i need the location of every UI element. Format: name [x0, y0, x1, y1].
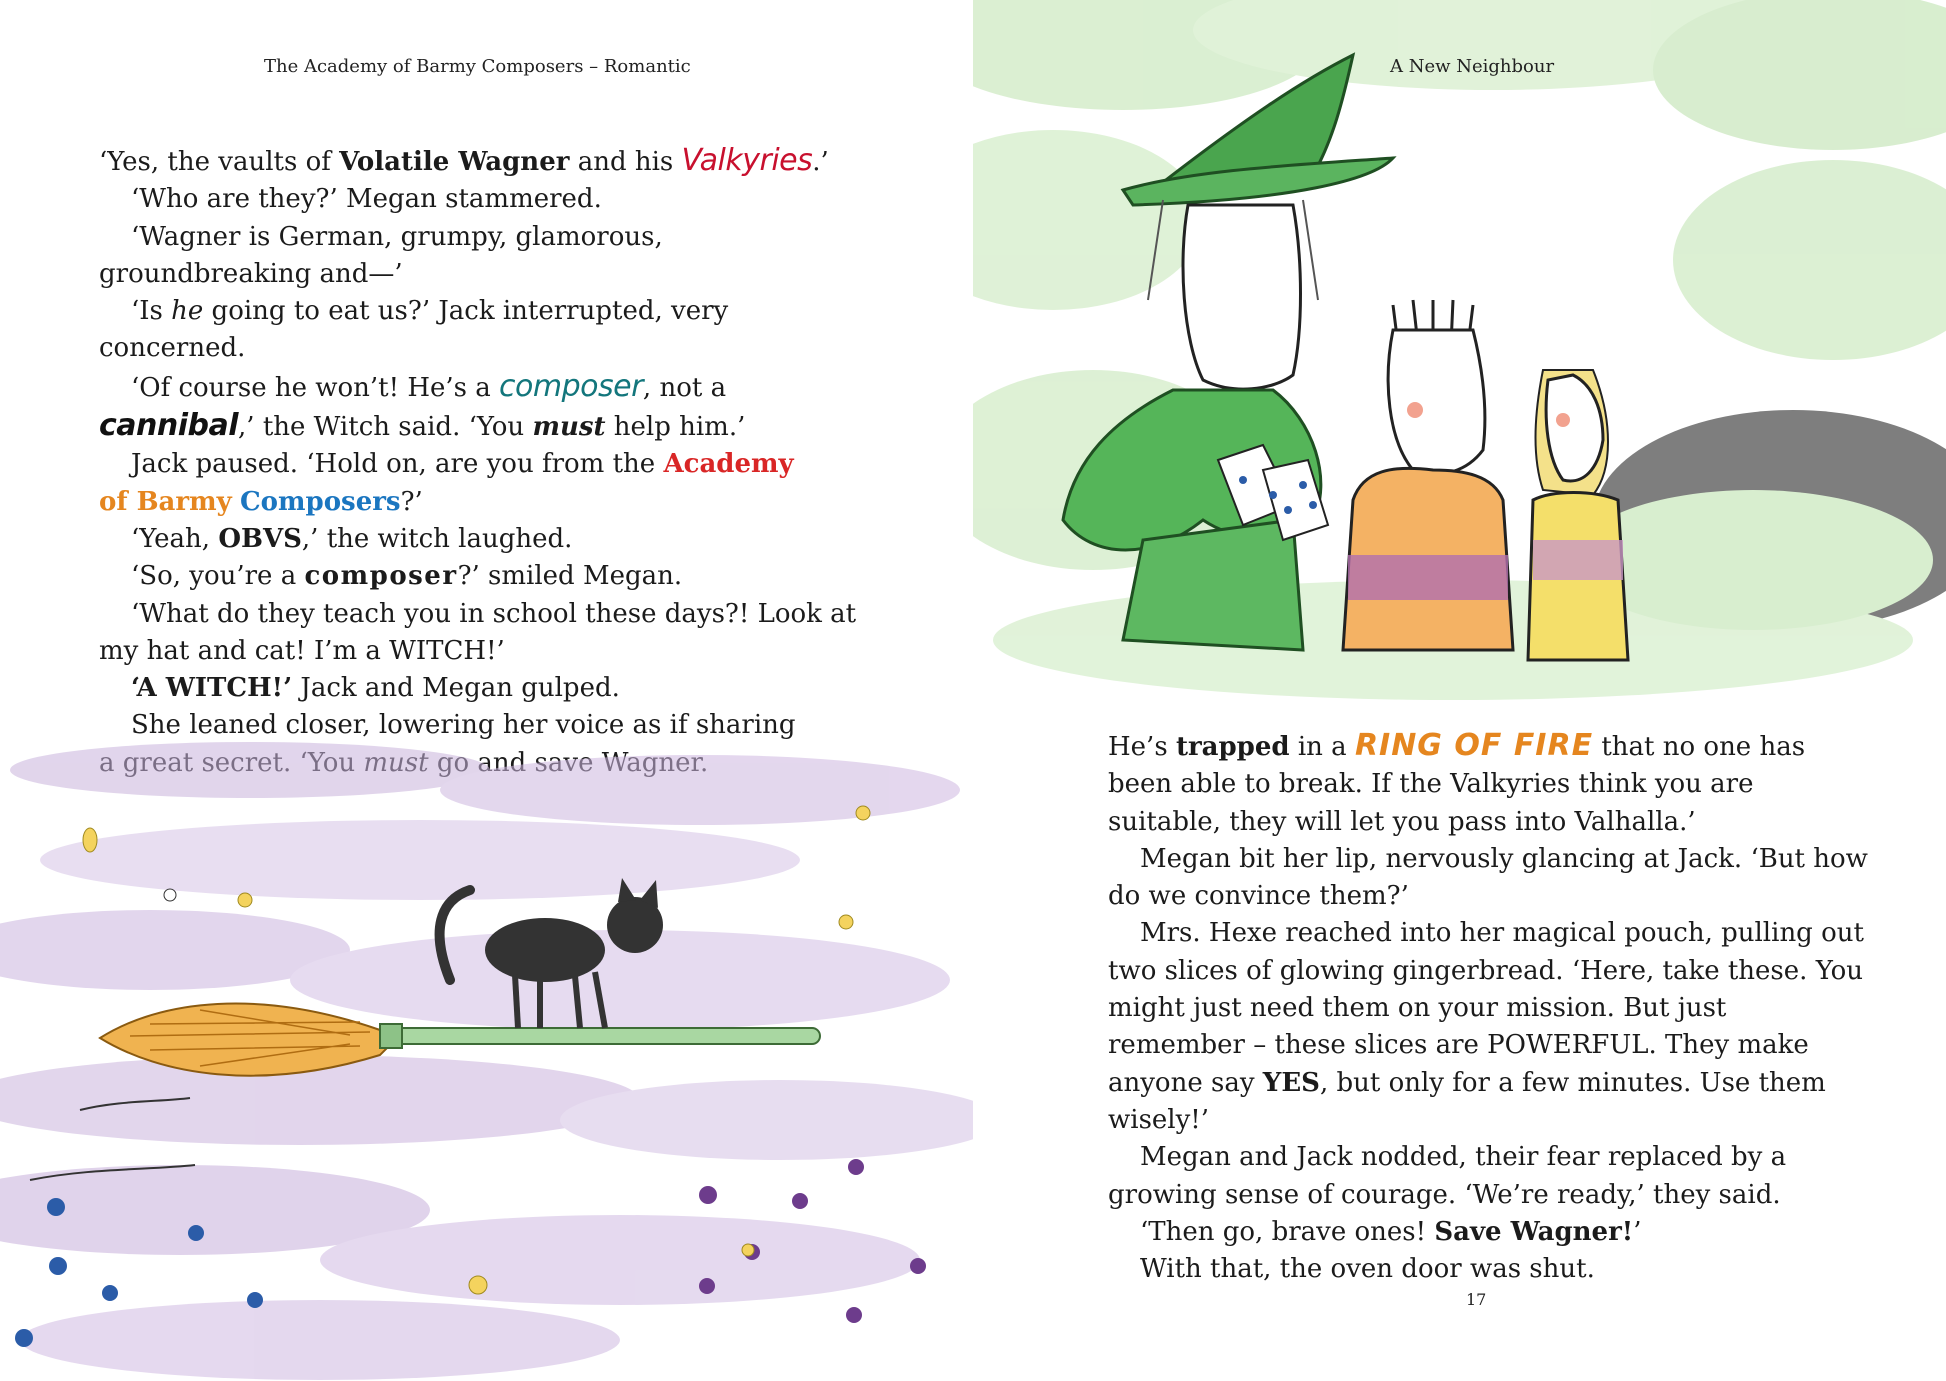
running-head-left: The Academy of Barmy Composers – Romantic: [264, 56, 691, 77]
paragraph: Megan bit her lip, nervously glancing at Jack. ‘But how do we convince them?’: [1108, 843, 1868, 912]
valkyries-handlettering: Valkyries: [681, 143, 813, 178]
paragraph: ‘Yes, the vaults of Volatile Wagner and his Valkyries.’: [99, 143, 829, 178]
paragraph: With that, the oven door was shut.: [1140, 1254, 1595, 1285]
paragraph: ‘A WITCH!’ Jack and Megan gulped.: [131, 673, 620, 704]
paragraph: ‘Yeah, OBVS,’ the witch laughed.: [131, 523, 573, 554]
paragraph: ‘Of course he won’t! He’s a composer, not a cannibal,’ the Witch said. ‘You must help him.’: [99, 368, 746, 444]
composer-handlettering: composer: [499, 368, 643, 404]
paragraph: ‘What do they teach you in school these days?! Look at my hat and cat! I’m a WITCH!’: [99, 598, 857, 666]
ring-of-fire-handlettering: RING OF FIRE: [1354, 728, 1594, 763]
witch-children-illustration: [973, 0, 1946, 700]
paragraph: Mrs. Hexe reached into her magical pouch, pulling out two slices of glowing gingerbread. ‘Here, take these. You might just need them on your mission. But just remember – these slices are POWERFUL. They make anyone say YES, but only for a few minutes. Use them wisely!’: [1108, 918, 1864, 1135]
right-page: [973, 0, 1946, 1381]
cannibal-handlettering: cannibal: [99, 408, 239, 444]
paragraph: ‘Who are they?’ Megan stammered.: [131, 184, 602, 215]
paragraph: ‘Then go, brave ones! Save Wagner!’: [1140, 1216, 1642, 1247]
paragraph: She leaned closer, lowering her voice as if sharing and: [131, 710, 796, 778]
paragraph: ‘So, you’re a composer?’ smiled Megan.: [131, 561, 683, 592]
paragraph: He’s trapped in a RING OF FIRE that no one has been able to break. If the Valkyries think you are suitable, they will let you pass into Valhalla.’: [1108, 728, 1806, 837]
girl: [1528, 370, 1628, 660]
paragraph: Jack paused. ‘Hold on, are you from the Academy of Barmy Composers?’: [99, 449, 794, 517]
page-number: 17: [1466, 1290, 1487, 1309]
broom-cat-illustration: [0, 740, 973, 1381]
paragraph: Megan and Jack nodded, their fear replaced by a growing sense of courage. ‘We’re ready,’ they said.: [1108, 1142, 1787, 1210]
boy: [1343, 300, 1513, 650]
paragraph: ‘Wagner is German, grumpy, glamorous, groundbreaking and—’: [99, 221, 663, 289]
paragraph: ‘Is he going to eat us?’ Jack interrupted, very concerned.: [99, 296, 729, 364]
right-body-text: [1108, 727, 1868, 1288]
running-head-right: A New Neighbour: [1390, 56, 1555, 77]
left-body-text: [99, 142, 869, 782]
